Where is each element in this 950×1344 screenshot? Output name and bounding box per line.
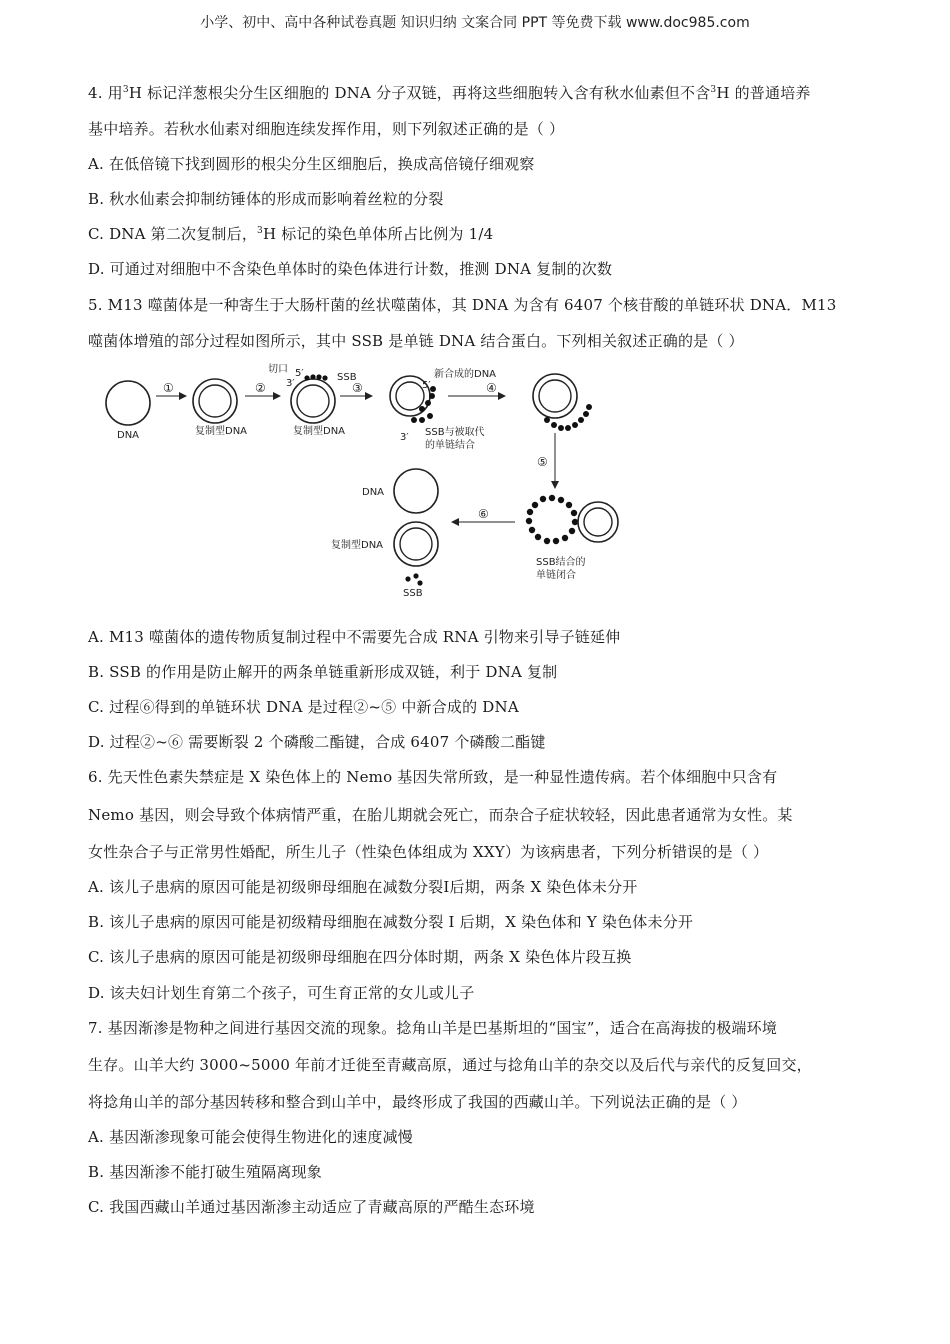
m13-replication-diagram bbox=[100, 358, 640, 608]
label-dna: DNA bbox=[117, 430, 140, 441]
label-rep1: 复制型DNA bbox=[195, 426, 248, 437]
label-new-dna: 新合成的DNA bbox=[434, 369, 497, 380]
q6-stem-line2: Nemo 基因，则会导致个体病情严重，在胎儿期就会死亡，而杂合子症状较轻，因此患者通常为女性。某 bbox=[88, 806, 793, 824]
displace-circle-inner bbox=[539, 380, 571, 412]
step6-label: ⑥ bbox=[478, 507, 489, 521]
q7-stem-line1: 7. 基因渐渗是物种之间进行基因交流的现象。捻角山羊是巴基斯坦的“国宝”，适合在高海拔的极端环境 bbox=[88, 1019, 778, 1037]
rolling-circle-inner bbox=[396, 382, 424, 410]
q4-stem-line2: 基中培养。若秋水仙素对细胞连续发挥作用，则下列叙述正确的是（ ） bbox=[88, 120, 565, 138]
q7-stem-line2: 生存。山羊大约 3000~5000 年前才迁徙至青藏高原，通过与捻角山羊的杂交以及后代与亲代的反复回交， bbox=[88, 1056, 812, 1074]
label-ssb: SSB bbox=[337, 372, 357, 383]
label-5prime-2: 5′ bbox=[422, 380, 431, 391]
step1-label: ① bbox=[163, 381, 174, 395]
q7-stem-line3: 将捻角山羊的部分基因转移和整合到山羊中，最终形成了我国的西藏山羊。下列说法正确的是（ ） bbox=[88, 1093, 747, 1111]
q5-option-c: C. 过程⑥得到的单链环状 DNA 是过程②~⑤ 中新合成的 DNA bbox=[88, 698, 519, 716]
step5-label: ⑤ bbox=[537, 455, 548, 469]
label-3prime: 3′ bbox=[286, 378, 295, 389]
ss-dna-circle bbox=[106, 381, 150, 425]
step3-label: ③ bbox=[352, 381, 363, 395]
q5-stem-line1: 5. M13 噬菌体是一种寄生于大肠杆菌的丝状噬菌体，其 DNA 为含有 6407 个核苷酸的单链环状 DNA．M13 bbox=[88, 296, 837, 314]
label-ssb-bind2: 的单链结合 bbox=[425, 440, 475, 451]
q4-option-b: B. 秋水仙素会抑制纺锤体的形成而影响着丝粒的分裂 bbox=[88, 190, 444, 208]
q7-option-a: A. 基因渐渗现象可能会使得生物进化的速度减慢 bbox=[88, 1128, 413, 1146]
q6-stem-line1: 6. 先天性色素失禁症是 X 染色体上的 Nemo 基因失常所致，是一种显性遗传病。若个体细胞中只含有 bbox=[88, 768, 778, 786]
rf-right-inner bbox=[584, 508, 612, 536]
page-header: 小学、初中、高中各种试卷真题 知识归纳 文案合同 PPT 等免费下载 www.doc985.com bbox=[200, 15, 750, 31]
nicked-rf-inner bbox=[297, 385, 329, 417]
q6-option-a: A. 该儿子患病的原因可能是初级卵母细胞在减数分裂Ⅰ后期，两条 X 染色体未分开 bbox=[88, 878, 638, 896]
q7-option-c: C. 我国西藏山羊通过基因渐渗主动适应了青藏高原的严酷生态环境 bbox=[88, 1198, 535, 1216]
q4-option-c: C. DNA 第二次复制后，$^3$H 标记的染色单体所占比例为 1/4 bbox=[88, 225, 494, 243]
label-dna-out: DNA bbox=[362, 487, 385, 498]
product-ss-dna bbox=[394, 469, 438, 513]
rf-dna-inner bbox=[199, 385, 231, 417]
q6-stem-line3: 女性杂合子与正常男性婚配，所生儿子（性染色体组成为 XXY）为该病患者，下列分析错误的是（ ） bbox=[88, 843, 769, 861]
label-rep2: 复制型DNA bbox=[293, 426, 346, 437]
q4-stem-line1: 4. 用$^3$H 标记洋葱根尖分生区细胞的 DNA 分子双链，再将这些细胞转入含有秋水仙素但不含$^3$H 的普通培养 bbox=[88, 84, 811, 102]
step4-label: ④ bbox=[486, 381, 497, 395]
label-ssb-out: SSB bbox=[403, 588, 423, 599]
label-close2: 单链闭合 bbox=[536, 570, 576, 581]
q5-stem-line2: 噬菌体增殖的部分过程如图所示，其中 SSB 是单链 DNA 结合蛋白。下列相关叙述正确的是（ ） bbox=[88, 332, 744, 350]
label-close1: SSB结合的 bbox=[536, 557, 586, 568]
step2-label: ② bbox=[255, 381, 266, 395]
free-ssb bbox=[405, 573, 422, 585]
label-3prime-2: 3′ bbox=[400, 432, 409, 443]
q4-option-a: A. 在低倍镜下找到圆形的根尖分生区细胞后，换成高倍镜仔细观察 bbox=[88, 155, 535, 173]
q6-option-c: C. 该儿子患病的原因可能是初级卵母细胞在四分体时期，两条 X 染色体片段互换 bbox=[88, 948, 632, 966]
label-rep-out: 复制型DNA bbox=[331, 540, 384, 551]
ssb-beads-closed bbox=[526, 495, 578, 544]
q5-option-b: B. SSB 的作用是防止解开的两条单链重新形成双链，利于 DNA 复制 bbox=[88, 663, 558, 681]
q6-option-b: B. 该儿子患病的原因可能是初级精母细胞在减数分裂 I 后期，X 染色体和 Y 染色体未分开 bbox=[88, 913, 694, 931]
label-5prime: 5′ bbox=[295, 368, 304, 379]
q5-option-d: D. 过程②~⑥ 需要断裂 2 个磷酸二酯键，合成 6407 个磷酸二酯键 bbox=[88, 733, 546, 751]
product-rf-inner bbox=[400, 528, 432, 560]
label-ssb-bind1: SSB与被取代 bbox=[425, 427, 485, 438]
q4-option-d: D. 可通过对细胞中不含染色单体时的染色体进行计数，推测 DNA 复制的次数 bbox=[88, 260, 613, 278]
label-cut: 切口 bbox=[268, 364, 288, 375]
q6-option-d: D. 该夫妇计划生育第二个孩子，可生育正常的女儿或儿子 bbox=[88, 984, 475, 1002]
q7-option-b: B. 基因渐渗不能打破生殖隔离现象 bbox=[88, 1163, 322, 1181]
q5-option-a: A. M13 噬菌体的遗传物质复制过程中不需要先合成 RNA 引物来引导子链延伸 bbox=[88, 628, 621, 646]
